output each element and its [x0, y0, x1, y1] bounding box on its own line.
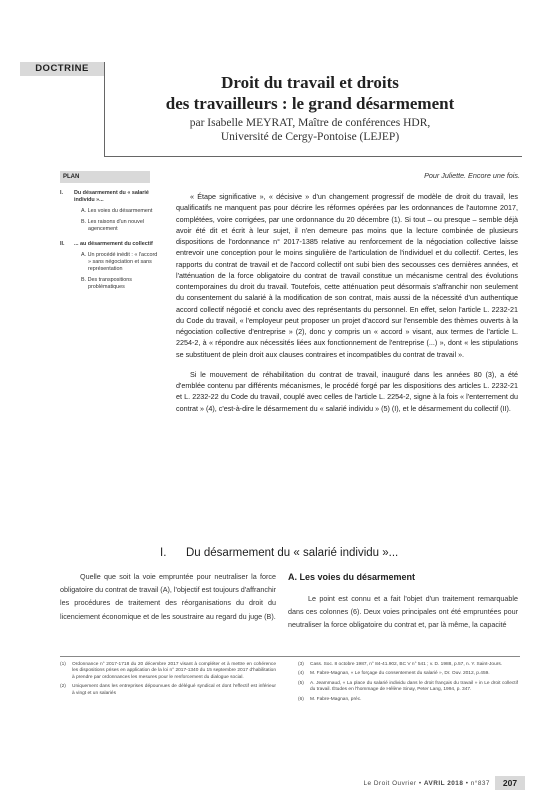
- plan-section-1[interactable]: I. Du désarmement du « salarié individu »...: [60, 190, 149, 203]
- plan-subsection-2b[interactable]: B. Des transpositions problématiques: [81, 277, 132, 290]
- footnote-2: (2) Uniquement dans les entreprises dépourvues de délégué syndical et dont l'effectif est inférieur à vingt et un salariés: [60, 684, 276, 696]
- intro-paragraph-2: Si le mouvement de réhabilitation du contrat de travail, inauguré dans les années 80 (3), a été d'emblée contenu par différents mécanismes, le procédé forgé par les dispositions des articles L. 2232-21 et L. 2232-22 du Code du travail, couplé avec celles de l'article L. 2254-2, signe à la fois « l'enterrement du contrat » (4), c'est-à-dire le désarmement du « salarié individu » (5) (I), et le désarmement du collectif (II).: [176, 369, 518, 413]
- issue-number: n°837: [470, 780, 490, 787]
- footnote-3: (3) Cass. Soc. 8 octobre 1987, n° 84-41.902, BC V n° 541 ; v. D. 1988, p.57, n. Y. Saint-Jours.: [298, 662, 503, 667]
- footnote-5: (5) A. Jeammaud, « La place du salarié individu dans le droit français du travail » in Le droit collectif du travail. Études en l'hommage de Hélène Sinay, Peter Lang, 1994, p. 347.: [298, 680, 518, 693]
- issue-date: AVRIL 2018: [423, 780, 464, 787]
- author-block: [110, 116, 510, 144]
- title-line-2: des travailleurs : le grand désarmement: [165, 94, 455, 113]
- left-column: [60, 570, 276, 623]
- footer-bullet: •: [465, 780, 471, 787]
- author-line-1: par Isabelle MEYRAT, Maître de conférences HDR,: [189, 117, 431, 129]
- section-tag: DOCTRINE: [20, 62, 104, 76]
- section-heading: [160, 547, 520, 559]
- introduction: [176, 191, 518, 423]
- left-column-paragraph: Quelle que soit la voie empruntée pour neutraliser la force obligatoire du contrat de travail (A), l'objectif est toujours d'affranchir les procédures de traitement des réorganisations du droit du licenciement économique et de les soustraire au regard du juge (B).: [60, 572, 276, 621]
- footnote-4: (4) M. Fabre-Magnan, « Le forçage du consentement du salarié », Dr. Ouv. 2012, p.459.: [298, 671, 490, 677]
- journal-name: Le Droit Ouvrier: [363, 780, 417, 787]
- plan-subsection-1b[interactable]: B. Les raisons d'un nouvel agencement: [81, 219, 145, 232]
- footnotes-left: [60, 662, 276, 700]
- section-number: I.: [160, 547, 167, 559]
- footnotes-right: [298, 662, 518, 706]
- subsection-heading: A. Les voies du désarmement: [288, 572, 416, 582]
- author-line-2: Université de Cergy-Pontoise (LEJEP): [220, 131, 400, 143]
- page-number: 207: [495, 776, 525, 790]
- plan-subsection-1a[interactable]: A. Les voies du désarmement: [81, 208, 153, 214]
- section-title: Du désarmement du « salarié individu »...: [186, 547, 399, 559]
- right-column-paragraph: Le point est connu et a fait l'objet d'un traitement remarquable dans ces colonnes (6). Deux voies principales ont été empruntées pour neutraliser la force obligatoire du contrat et, par là même, la capacité: [288, 594, 518, 630]
- plan-subsection-2a[interactable]: A. Un procédé inédit : « l'accord » sans négociation et sans représentation: [81, 252, 158, 272]
- footnote-6: (6) M. Fabre-Magnan, préc.: [298, 696, 362, 702]
- footer-bullet: •: [418, 780, 424, 787]
- title-line-1: Droit du travail et droits: [221, 73, 399, 92]
- article-title: [110, 72, 510, 114]
- plan-outline: [60, 190, 158, 295]
- footnote-1: (1) Ordonnance n° 2017-1718 du 20 décembre 2017 visant à compléter et à mettre en cohérence les dispositions prises en application de la loi n° 2017-1340 du 15 septembre 2017 d'habilitation à prendre par ordonnances les mesures pour le renforcement du dialogue social.: [60, 662, 276, 680]
- right-column: [288, 572, 518, 632]
- plan-section-2[interactable]: II. ... au désarmement du collectif: [60, 241, 153, 247]
- dedication: Pour Juliette. Encore une fois.: [424, 171, 520, 180]
- intro-paragraph-1: « Étape significative », « décisive » d'un changement progressif de modèle de droit du travail, les qualificatifs ne manquent pas pour décrire les réformes opérées par les ordonnances de l'automne 2017, complétées, voire corrigées, par une ordonnance du 20 décembre (1). Si tout – ou presque – semble déjà avoir été dit et écrit à leur sujet, il n'en demeure pas moins que la lecture combinée de plusieurs dispositions de l'ordonnance n° 2017-1385 relative au renforcement de la négociation collective laisse entrevoir une conception pour le moins singulière de l'articulation de l'individuel et du collectif. Certes, les rapports du contrat de travail et de l'accord collectif ont subi bien des secousses ces dernières années, et l'atténuation de la force obligatoire du contrat de travail constitue un mécanisme central des évolutions contemporaines du droit du travail. Toutefois, cette atténuation peut désormais s'affranchir non seulement du consentement du salarié à la modification de son contrat, mais aussi de la nécessité d'un authentique accord collectif négocié et conclu avec des représentants du personnel. En effet, selon l'article L. 2232-21 du Code du travail, « l'employeur peut proposer un projet d'accord sur l'ensemble des thèmes ouverts à la négociation collective d'entreprise » (2), donc y compris un « accord » visant, aux termes de l'article L. 2254-2, à « répondre aux nécessités liées aux fonctionnement de l'entreprise (...) », dont « les stipulations se substituent de plein droit aux clauses contraires et incompatibles du contrat de travail ».: [176, 192, 518, 359]
- plan-label: PLAN: [60, 171, 150, 183]
- page-footer: [60, 780, 490, 787]
- footnote-divider: [60, 656, 520, 657]
